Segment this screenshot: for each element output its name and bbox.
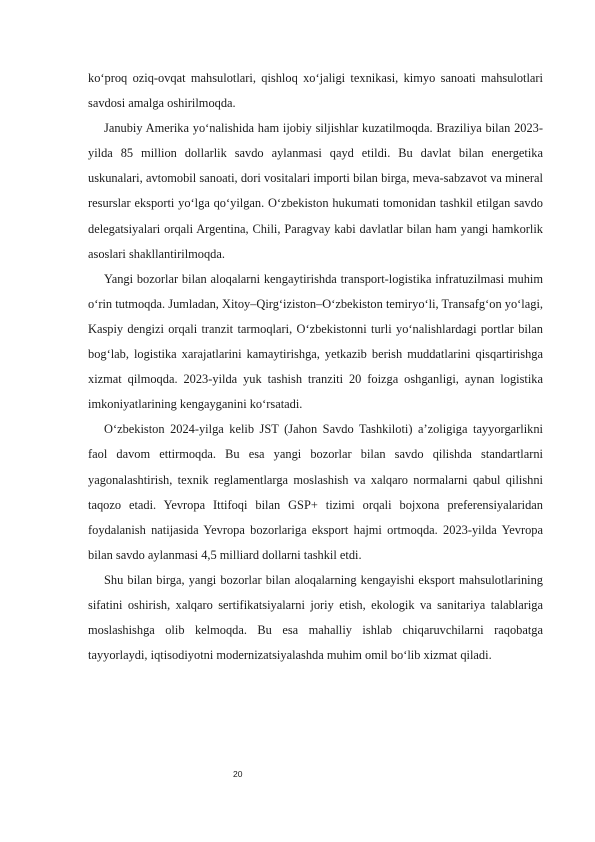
paragraph-conclusion: Shu bilan birga, yangi bozorlar bilan aloqalarning kengayishi eksport mahsulotlarining sifatini oshirish, xalqaro sertifikatsiyalarni joriy etish, ekologik va sanitariya talablariga moslashishga olib kelmoqda. Bu esa mahalliy ishlab chiqaruvchilarni raqobatga tayyorlaydi, iqtisodiyotni modernizatsiyalashda muhim omil bo‘lib xizmat qiladi. bbox=[88, 572, 543, 663]
paragraph-south-america: Janubiy Amerika yo‘nalishida ham ijobiy siljishlar kuzatilmoqda. Braziliya bilan 2023-yilda 85 million dollarlik savdo aylanmasi qayd etildi. Bu davlat bilan energetika uskunalari, avtomobil sanoati, dori vositalari importi bilan birga, meva-sabzavot va mineral resurslar eksporti yo‘lga qo‘yilgan. O‘zbekiston hukumati tomonidan tashkil etilgan savdo delegatsiyalari orqali Argentina, Chili, Paragvay kabi davlatlar bilan ham yangi hamkorlik asoslari shakllantirilmoqda. bbox=[88, 121, 543, 261]
page-number: 20 bbox=[233, 769, 243, 779]
paragraph-continuation: ko‘proq oziq-ovqat mahsulotlari, qishloq xo‘jaligi texnikasi, kimyo sanoati mahsulotlari savdosi amalga oshirilmoqda. bbox=[88, 71, 543, 111]
paragraph-wto: O‘zbekiston 2024-yilga kelib JST (Jahon Savdo Tashkiloti) a’zoligiga tayyorgarlikni faol davom ettirmoqda. Bu esa yangi bozorlar bilan savdo qilishda standartlarni yagonalashtirish, texnik reglamentlarga moslashish va xalqaro normalarni qabul qilishni taqozo etadi. Yevropa Ittifoqi bilan GSP+ tizimi orqali bojxona preferensiyalaridan foydalanish natijasida Yevropa bozorlariga eksport hajmi ortmoqda. 2023-yilda Yevropa bilan savdo aylanmasi 4,5 milliard dollarni tashkil etdi. bbox=[88, 422, 543, 562]
document-page bbox=[88, 66, 543, 668]
paragraph-logistics: Yangi bozorlar bilan aloqalarni kengaytirishda transport-logistika infratuzilmasi muhim o‘rin tutmoqda. Jumladan, Xitoy–Qirg‘iziston–O‘zbekiston temiryo‘li, Transafg‘on yo‘lagi, Kaspiy dengizi orqali tranzit tarmoqlari, O‘zbekistonni turli yo‘nalishlardagi portlar bilan bog‘lab, logistika xarajatlarini kamaytirishga, yetkazib berish muddatlarini qisqartirishga xizmat qilmoqda. 2023-yilda yuk tashish tranziti 20 foizga oshganligi, aynan logistika imkoniyatlarining kengayganini ko‘rsatadi. bbox=[88, 271, 543, 412]
